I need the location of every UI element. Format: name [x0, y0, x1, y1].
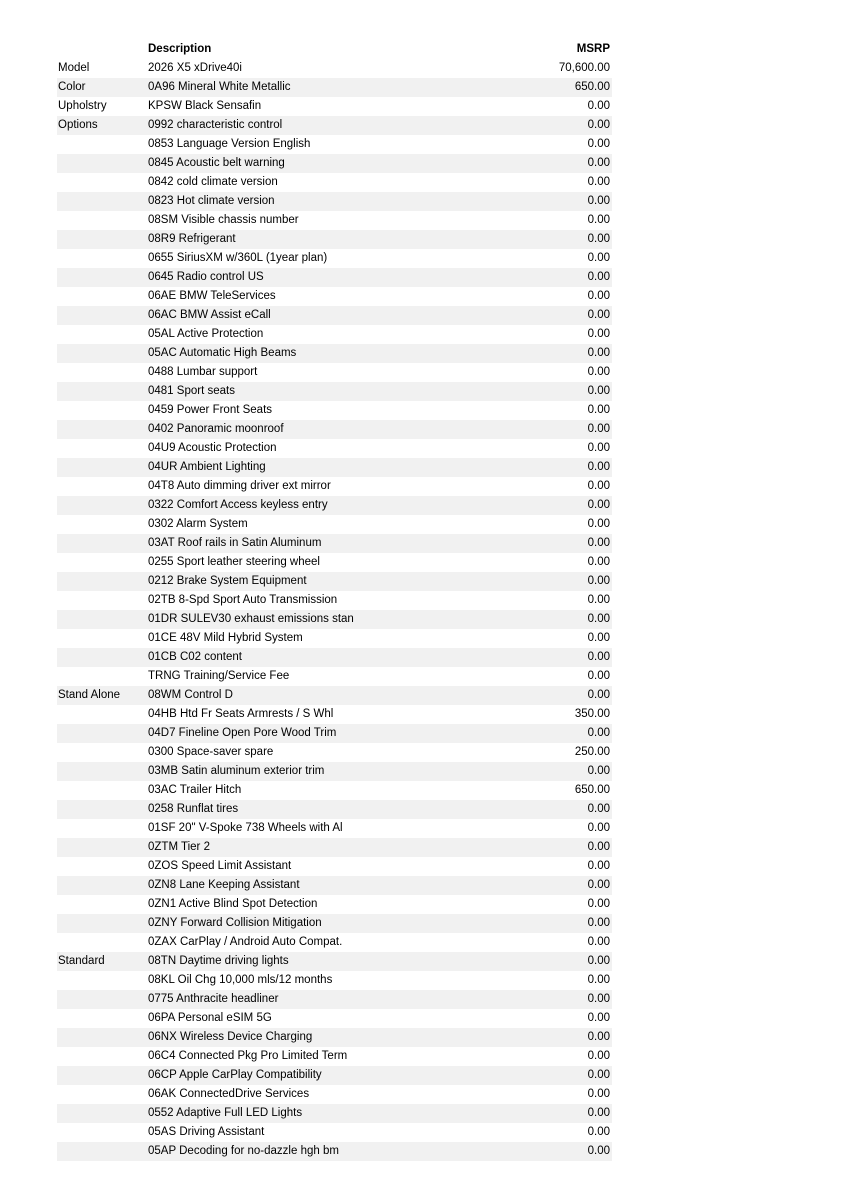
msrp-cell: 0.00 [587, 556, 610, 568]
msrp-cell: 0.00 [587, 537, 610, 549]
msrp-cell: 0.00 [587, 594, 610, 606]
table-row [57, 287, 612, 306]
table-body [57, 59, 612, 1161]
msrp-cell: 0.00 [587, 252, 610, 264]
description-cell: 0ZAX CarPlay / Android Auto Compat. [148, 936, 343, 948]
description-cell: 08KL Oil Chg 10,000 mls/12 months [148, 974, 333, 986]
table-row [57, 705, 612, 724]
category-cell [57, 971, 148, 990]
category-cell: Standard [58, 955, 105, 967]
msrp-cell: 650.00 [574, 81, 610, 93]
description-cell: 0A96 Mineral White Metallic [148, 81, 291, 93]
category-cell [57, 743, 148, 762]
table-row [57, 154, 612, 173]
msrp-cell: 0.00 [587, 1088, 610, 1100]
category-cell [57, 1009, 148, 1028]
vehicle-pricing-sheet [57, 40, 612, 1161]
description-cell: 03AT Roof rails in Satin Aluminum [148, 537, 322, 549]
description-cell: 2026 X5 xDrive40i [148, 62, 242, 74]
description-cell: 06C4 Connected Pkg Pro Limited Term [148, 1050, 348, 1062]
category-cell [57, 173, 148, 192]
msrp-cell: 0.00 [587, 632, 610, 644]
msrp-cell: 0.00 [587, 138, 610, 150]
description-cell: 06CP Apple CarPlay Compatibility [148, 1069, 322, 1081]
description-cell: 0823 Hot climate version [148, 195, 275, 207]
category-cell [57, 591, 148, 610]
msrp-cell: 0.00 [587, 347, 610, 359]
description-cell: 08SM Visible chassis number [148, 214, 299, 226]
category-cell [57, 306, 148, 325]
table-row [57, 344, 612, 363]
description-cell: 04HB Htd Fr Seats Armrests / S Whl [148, 708, 334, 720]
table-row [57, 1085, 612, 1104]
table-row [57, 990, 612, 1009]
description-cell: KPSW Black Sensafin [148, 100, 262, 112]
msrp-cell: 0.00 [587, 1069, 610, 1081]
table-row [57, 515, 612, 534]
description-cell: 0212 Brake System Equipment [148, 575, 307, 587]
category-cell: Stand Alone [58, 689, 121, 701]
description-cell: 0481 Sport seats [148, 385, 235, 397]
msrp-cell: 0.00 [587, 100, 610, 112]
msrp-cell: 0.00 [587, 670, 610, 682]
table-row [57, 648, 612, 667]
msrp-cell: 0.00 [587, 480, 610, 492]
category-cell [57, 382, 148, 401]
category-cell [57, 154, 148, 173]
description-cell: 01SF 20" V-Spoke 738 Wheels with Al [148, 822, 343, 834]
table-row [57, 857, 612, 876]
description-cell: 01CB C02 content [148, 651, 242, 663]
msrp-cell: 0.00 [587, 271, 610, 283]
description-cell: 0552 Adaptive Full LED Lights [148, 1107, 303, 1119]
table-row [57, 135, 612, 154]
category-cell [57, 838, 148, 857]
msrp-cell: 0.00 [587, 1012, 610, 1024]
description-cell: 0655 SiriusXM w/360L (1year plan) [148, 252, 328, 264]
description-cell: 01DR SULEV30 exhaust emissions stan [148, 613, 354, 625]
table-row [57, 420, 612, 439]
table-row [57, 591, 612, 610]
category-cell [57, 705, 148, 724]
description-cell: 0845 Acoustic belt warning [148, 157, 285, 169]
category-cell [57, 135, 148, 154]
description-cell: 0459 Power Front Seats [148, 404, 273, 416]
category-cell [57, 1085, 148, 1104]
category-cell [57, 230, 148, 249]
table-row [57, 211, 612, 230]
table-row [57, 97, 612, 116]
description-cell: 0992 characteristic control [148, 119, 283, 131]
msrp-cell: 0.00 [587, 1145, 610, 1157]
msrp-cell: 0.00 [587, 860, 610, 872]
category-cell [57, 1142, 148, 1161]
table-row [57, 933, 612, 952]
table-row [57, 743, 612, 762]
table-row [57, 534, 612, 553]
msrp-cell: 0.00 [587, 233, 610, 245]
description-cell: 0775 Anthracite headliner [148, 993, 279, 1005]
description-cell: 08WM Control D [148, 689, 233, 701]
category-cell [57, 1028, 148, 1047]
msrp-header: MSRP [576, 43, 610, 55]
msrp-cell: 0.00 [587, 423, 610, 435]
table-row [57, 496, 612, 515]
category-cell: Color [58, 81, 86, 93]
msrp-cell: 0.00 [587, 1031, 610, 1043]
msrp-cell: 0.00 [587, 898, 610, 910]
description-cell: 03MB Satin aluminum exterior trim [148, 765, 325, 777]
table-row [57, 1066, 612, 1085]
msrp-cell: 0.00 [587, 575, 610, 587]
category-cell [57, 496, 148, 515]
msrp-cell: 0.00 [587, 157, 610, 169]
description-cell: 0322 Comfort Access keyless entry [148, 499, 328, 511]
description-cell: 0ZN8 Lane Keeping Assistant [148, 879, 300, 891]
category-cell [57, 876, 148, 895]
category-cell: Options [58, 119, 98, 131]
description-cell: 08TN Daytime driving lights [148, 955, 289, 967]
category-cell [57, 458, 148, 477]
table-row [57, 458, 612, 477]
category-cell [57, 819, 148, 838]
category-cell [57, 534, 148, 553]
table-row [57, 173, 612, 192]
msrp-cell: 0.00 [587, 803, 610, 815]
table-row [57, 1123, 612, 1142]
description-header: Description [148, 43, 212, 55]
msrp-cell: 0.00 [587, 727, 610, 739]
msrp-cell: 0.00 [587, 841, 610, 853]
table-row [57, 1104, 612, 1123]
category-cell [57, 325, 148, 344]
category-cell [57, 857, 148, 876]
description-cell: 04UR Ambient Lighting [148, 461, 266, 473]
msrp-cell: 0.00 [587, 917, 610, 929]
table-row [57, 686, 612, 705]
msrp-cell: 0.00 [587, 214, 610, 226]
table-row [57, 876, 612, 895]
category-cell [57, 667, 148, 686]
msrp-cell: 0.00 [587, 366, 610, 378]
category-cell [57, 724, 148, 743]
table-row [57, 1028, 612, 1047]
description-cell: 0255 Sport leather steering wheel [148, 556, 320, 568]
table-row [57, 439, 612, 458]
description-cell: 01CE 48V Mild Hybrid System [148, 632, 303, 644]
category-cell [57, 249, 148, 268]
table-row [57, 724, 612, 743]
msrp-cell: 0.00 [587, 442, 610, 454]
table-row [57, 781, 612, 800]
table-row [57, 800, 612, 819]
table-row [57, 610, 612, 629]
category-cell [57, 439, 148, 458]
description-cell: 04T8 Auto dimming driver ext mirror [148, 480, 331, 492]
description-cell: 04U9 Acoustic Protection [148, 442, 277, 454]
description-cell: 04D7 Fineline Open Pore Wood Trim [148, 727, 337, 739]
category-cell [57, 1047, 148, 1066]
msrp-cell: 0.00 [587, 290, 610, 302]
description-cell: 0ZOS Speed Limit Assistant [148, 860, 292, 872]
table-row [57, 838, 612, 857]
description-cell: 0258 Runflat tires [148, 803, 239, 815]
description-cell: 05AC Automatic High Beams [148, 347, 297, 359]
description-cell: 06PA Personal eSIM 5G [148, 1012, 272, 1024]
table-row [57, 116, 612, 135]
category-cell [57, 1104, 148, 1123]
msrp-cell: 350.00 [574, 708, 610, 720]
msrp-cell: 0.00 [587, 1050, 610, 1062]
table-row [57, 952, 612, 971]
table-row [57, 819, 612, 838]
table-row [57, 667, 612, 686]
table-row [57, 401, 612, 420]
table-row [57, 192, 612, 211]
table-row [57, 477, 612, 496]
msrp-cell: 0.00 [587, 328, 610, 340]
table-row [57, 59, 612, 78]
category-cell [57, 553, 148, 572]
description-cell: 0300 Space-saver spare [148, 746, 274, 758]
category-cell [57, 268, 148, 287]
msrp-cell: 0.00 [587, 974, 610, 986]
category-cell [57, 781, 148, 800]
msrp-cell: 0.00 [587, 518, 610, 530]
table-row [57, 325, 612, 344]
table-row [57, 363, 612, 382]
category-cell [57, 629, 148, 648]
table-row [57, 914, 612, 933]
description-cell: 0ZTM Tier 2 [148, 841, 210, 853]
description-cell: 03AC Trailer Hitch [148, 784, 242, 796]
table-row [57, 1009, 612, 1028]
description-cell: 0645 Radio control US [148, 271, 264, 283]
category-cell: Model [58, 62, 90, 74]
category-cell [57, 572, 148, 591]
description-cell: 0ZN1 Active Blind Spot Detection [148, 898, 318, 910]
msrp-cell: 250.00 [574, 746, 610, 758]
table-row [57, 572, 612, 591]
description-cell: 06NX Wireless Device Charging [148, 1031, 313, 1043]
category-cell [57, 420, 148, 439]
description-cell: 0488 Lumbar support [148, 366, 258, 378]
table-row [57, 382, 612, 401]
table-row [57, 230, 612, 249]
description-cell: 02TB 8-Spd Sport Auto Transmission [148, 594, 338, 606]
table-row [57, 268, 612, 287]
table-row [57, 306, 612, 325]
msrp-cell: 0.00 [587, 613, 610, 625]
msrp-cell: 0.00 [587, 689, 610, 701]
msrp-cell: 0.00 [587, 404, 610, 416]
description-cell: 0853 Language Version English [148, 138, 311, 150]
category-cell [57, 895, 148, 914]
msrp-cell: 650.00 [574, 784, 610, 796]
table-row [57, 78, 612, 97]
msrp-cell: 0.00 [587, 176, 610, 188]
category-cell [57, 192, 148, 211]
msrp-cell: 0.00 [587, 499, 610, 511]
description-cell: 05AP Decoding for no-dazzle hgh bm [148, 1145, 339, 1157]
table-row [57, 1047, 612, 1066]
category-cell [57, 648, 148, 667]
msrp-cell: 0.00 [587, 385, 610, 397]
msrp-cell: 0.00 [587, 309, 610, 321]
category-cell [57, 1066, 148, 1085]
category-cell [57, 914, 148, 933]
category-cell [57, 477, 148, 496]
table-row [57, 629, 612, 648]
category-cell [57, 515, 148, 534]
description-cell: 05AL Active Protection [148, 328, 264, 340]
table-header [57, 40, 612, 59]
msrp-cell: 0.00 [587, 1126, 610, 1138]
category-cell [57, 800, 148, 819]
msrp-cell: 0.00 [587, 119, 610, 131]
table-row [57, 971, 612, 990]
description-cell: 06AC BMW Assist eCall [148, 309, 271, 321]
msrp-cell: 0.00 [587, 822, 610, 834]
table-row [57, 553, 612, 572]
category-cell: Upholstry [58, 100, 107, 112]
table-row [57, 1142, 612, 1161]
table-row [57, 762, 612, 781]
msrp-cell: 0.00 [587, 993, 610, 1005]
msrp-cell: 0.00 [587, 1107, 610, 1119]
msrp-cell: 0.00 [587, 651, 610, 663]
category-cell [57, 344, 148, 363]
category-cell [57, 762, 148, 781]
category-cell [57, 990, 148, 1009]
msrp-cell: 0.00 [587, 936, 610, 948]
category-cell [57, 1123, 148, 1142]
category-cell [57, 610, 148, 629]
category-cell [57, 933, 148, 952]
description-cell: 0ZNY Forward Collision Mitigation [148, 917, 322, 929]
description-cell: 0842 cold climate version [148, 176, 278, 188]
category-cell [57, 287, 148, 306]
category-cell [57, 363, 148, 382]
description-cell: 06AK ConnectedDrive Services [148, 1088, 310, 1100]
category-cell [57, 401, 148, 420]
category-header [57, 40, 148, 59]
description-cell: 0302 Alarm System [148, 518, 248, 530]
description-cell: 08R9 Refrigerant [148, 233, 236, 245]
description-cell: 05AS Driving Assistant [148, 1126, 265, 1138]
msrp-cell: 0.00 [587, 195, 610, 207]
category-cell [57, 211, 148, 230]
msrp-cell: 0.00 [587, 461, 610, 473]
msrp-cell: 0.00 [587, 765, 610, 777]
msrp-cell: 0.00 [587, 955, 610, 967]
table-row [57, 895, 612, 914]
description-cell: 0402 Panoramic moonroof [148, 423, 284, 435]
msrp-cell: 70,600.00 [558, 62, 610, 74]
table-row [57, 249, 612, 268]
description-cell: TRNG Training/Service Fee [148, 670, 290, 682]
msrp-cell: 0.00 [587, 879, 610, 891]
description-cell: 06AE BMW TeleServices [148, 290, 276, 302]
